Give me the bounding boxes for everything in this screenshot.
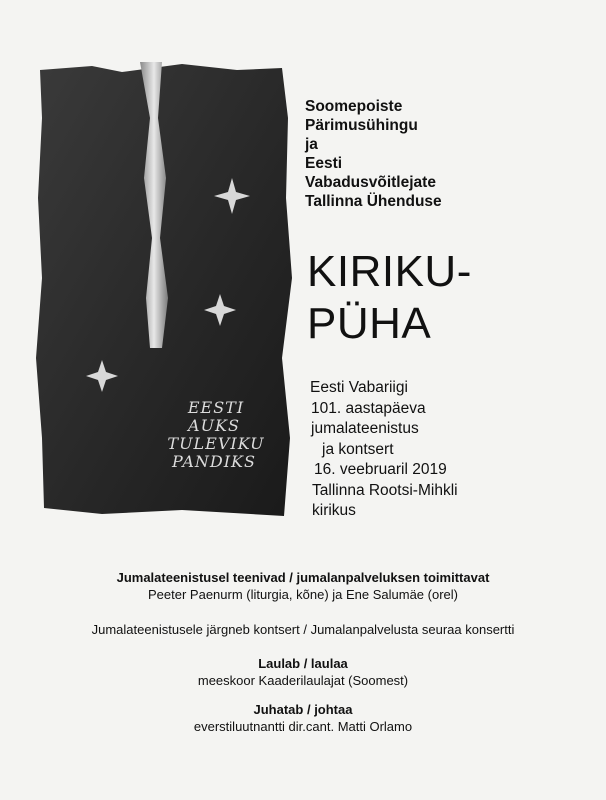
organizer-heading bbox=[305, 97, 442, 211]
detail-line: Eesti Vabariigi bbox=[310, 379, 408, 396]
inscription-line: AUKS bbox=[188, 416, 240, 435]
organizer-line: Pärimusühingu bbox=[305, 117, 418, 134]
detail-line: jumalateenistus bbox=[311, 420, 419, 437]
detail-line: 101. aastapäeva bbox=[311, 399, 426, 417]
organizer-line: ja bbox=[305, 136, 318, 153]
singing-section bbox=[0, 655, 606, 689]
service-section bbox=[0, 569, 606, 603]
inscription-line: PANDIKS bbox=[172, 452, 256, 471]
event-details bbox=[310, 378, 458, 522]
organizer-line: Vabadusvõitlejate bbox=[305, 174, 436, 191]
conductor-heading: Juhatab / johtaa bbox=[253, 702, 353, 717]
singing-text: meeskoor Kaaderilaulajat (Soomest) bbox=[197, 673, 409, 688]
concert-note: Jumalateenistusele järgneb kontsert / Jumalanpalvelusta seuraa konsertti bbox=[91, 622, 515, 637]
inscription-line: TULEVIKU bbox=[167, 434, 265, 453]
conductor-section bbox=[0, 701, 606, 735]
title-line-2: PÜHA bbox=[307, 299, 432, 348]
title-line-1: KIRIKU- bbox=[307, 247, 472, 296]
detail-line: kirikus bbox=[312, 502, 356, 519]
organizer-line: Eesti bbox=[305, 155, 343, 172]
organizer-line: Soomepoiste bbox=[305, 98, 403, 115]
service-heading: Jumalateenistusel teenivad / jumalanpalveluksen toimittavat bbox=[116, 570, 490, 585]
singing-heading: Laulab / laulaa bbox=[258, 656, 348, 671]
memorial-artwork bbox=[32, 58, 297, 518]
organizer-line: Tallinna Ühenduse bbox=[305, 193, 442, 210]
inscription-line: EESTI bbox=[187, 398, 245, 417]
event-title bbox=[307, 246, 472, 350]
event-venue: Tallinna Rootsi-Mihkli bbox=[312, 481, 458, 499]
conductor-text: everstiluutnantti dir.cant. Matti Orlamo bbox=[193, 719, 413, 734]
event-date: 16. veebruaril 2019 bbox=[314, 461, 447, 478]
service-text: Peeter Paenurm (liturgia, kõne) ja Ene Salumäe (orel) bbox=[148, 587, 458, 602]
detail-line: ja kontsert bbox=[322, 440, 394, 458]
